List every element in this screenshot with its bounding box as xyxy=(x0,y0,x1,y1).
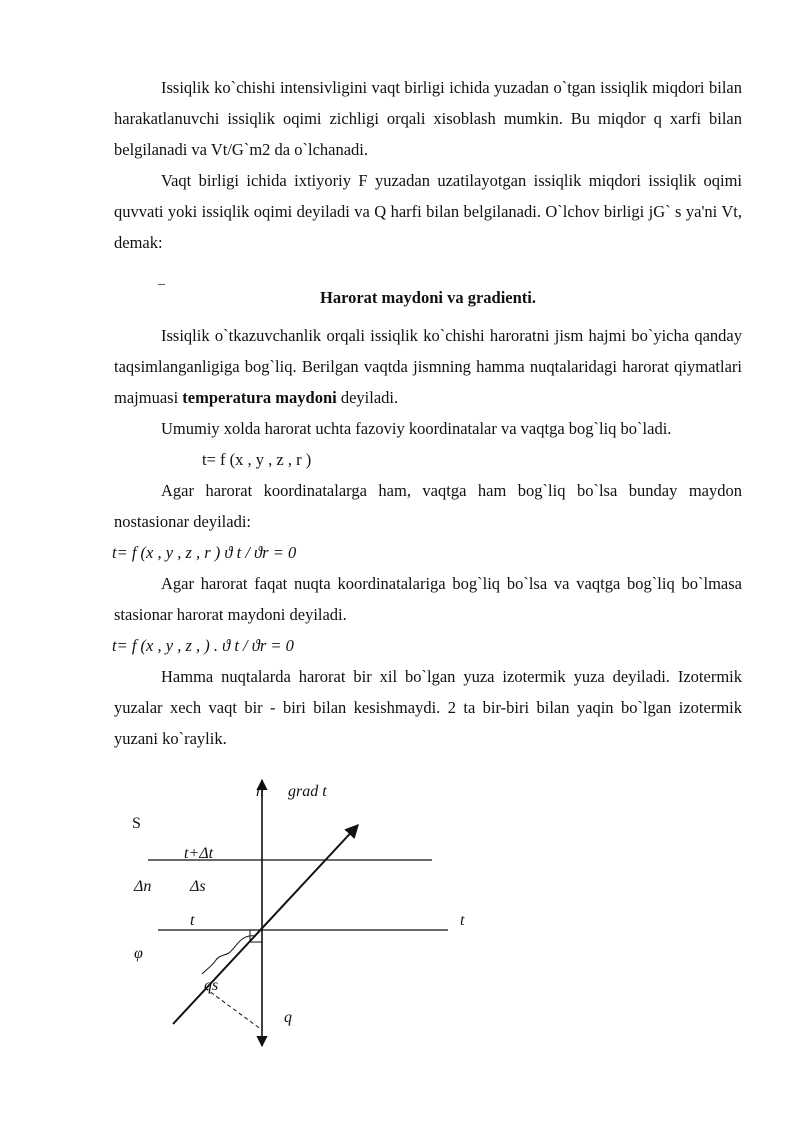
term-temperature-field: temperatura maydoni xyxy=(182,388,337,407)
paragraph-general-case xyxy=(114,413,742,475)
label-ds: Δs xyxy=(190,878,206,895)
label-t-right: t xyxy=(460,912,465,929)
paragraph-heat-flux-density: Issiqlik ko`chishi intensivligini vaqt birligi ichida yuzadan o`tgan issiqlik miqdori bilan harakatlanuvchi issiqlik oqimi zichligi orqali xisoblash mumkin. Bu miqdor q xarfi bilan belgilanadi va Vt/G`m2 da o`lchanadi. xyxy=(114,78,742,159)
text-block-main xyxy=(114,320,742,754)
text-block-top xyxy=(114,72,742,258)
label-grad-t: grad t xyxy=(288,783,327,800)
label-S: S xyxy=(132,815,141,832)
label-t-left: t xyxy=(190,912,195,929)
paragraph-heat-flow: Vaqt birligi ichida ixtiyoriy F yuzadan uzatilayotgan issiqlik miqdori issiqlik oqimi quvvati yoki issiqlik oqimi deyiladi va Q harfi bilan belgilanadi. O`lchov birligi jG` s ya'ni Vt, demak: xyxy=(114,171,742,252)
paragraph-temperature-field xyxy=(114,320,742,413)
isothermal-surfaces-diagram xyxy=(110,770,510,1070)
formula-general: t= f (x , y , z , r ) xyxy=(202,450,312,469)
paragraph-temperature-field-a: Issiqlik o`tkazuvchanlik orqali issiqlik ko`chishi haroratni jism hajmi bo`yicha qanday taqsimlanganligiga bog`liq. Berilgan vaqtda jismning hamma nuqtalaridagi harorat qiymatlari majmuasi xyxy=(114,326,742,407)
section-heading: Harorat maydoni va gradienti. xyxy=(319,288,537,307)
formula-nonstationary: t= f (x , y , z , r ) ϑ t / ϑr = 0 xyxy=(112,543,297,562)
label-t-plus-dt: t+Δt xyxy=(184,845,214,862)
dash-mark: _ xyxy=(158,272,165,287)
label-phi: φ xyxy=(134,945,143,962)
formula-stationary: t= f (x , y , z , ) . ϑ t / ϑr = 0 xyxy=(112,636,294,655)
paragraph-general-case-text: Umumiy xolda harorat uchta fazoviy koordinatalar va vaqtga bog`liq bo`ladi. xyxy=(161,419,672,438)
paragraph-nonstationary: Agar harorat koordinatalarga ham, vaqtga ham bog`liq bo`lsa bunday maydon nostasionar deyiladi: xyxy=(114,481,742,531)
label-dn: Δn xyxy=(134,878,152,895)
paragraph-isothermal: Hamma nuqtalarda harorat bir xil bo`lgan yuza izotermik yuza deyiladi. Izotermik yuzalar xech vaqt bir - biri bilan kesishmaydi. 2 ta bir-biri bilan yaqin bo`lgan izotermik yuzani ko`raylik. xyxy=(114,667,742,748)
projection-dashed-line xyxy=(205,988,262,1030)
label-q: q xyxy=(284,1009,292,1026)
label-qs: qs xyxy=(204,977,219,994)
brace-mark xyxy=(202,936,256,974)
label-n: n xyxy=(256,783,264,800)
paragraph-temperature-field-b: deyiladi. xyxy=(336,388,399,407)
paragraph-stationary: Agar harorat faqat nuqta koordinatalariga bog`liq bo`lsa va vaqtga bog`liq bo`lmasa stasionar harorat maydoni deyiladi. xyxy=(114,574,742,624)
